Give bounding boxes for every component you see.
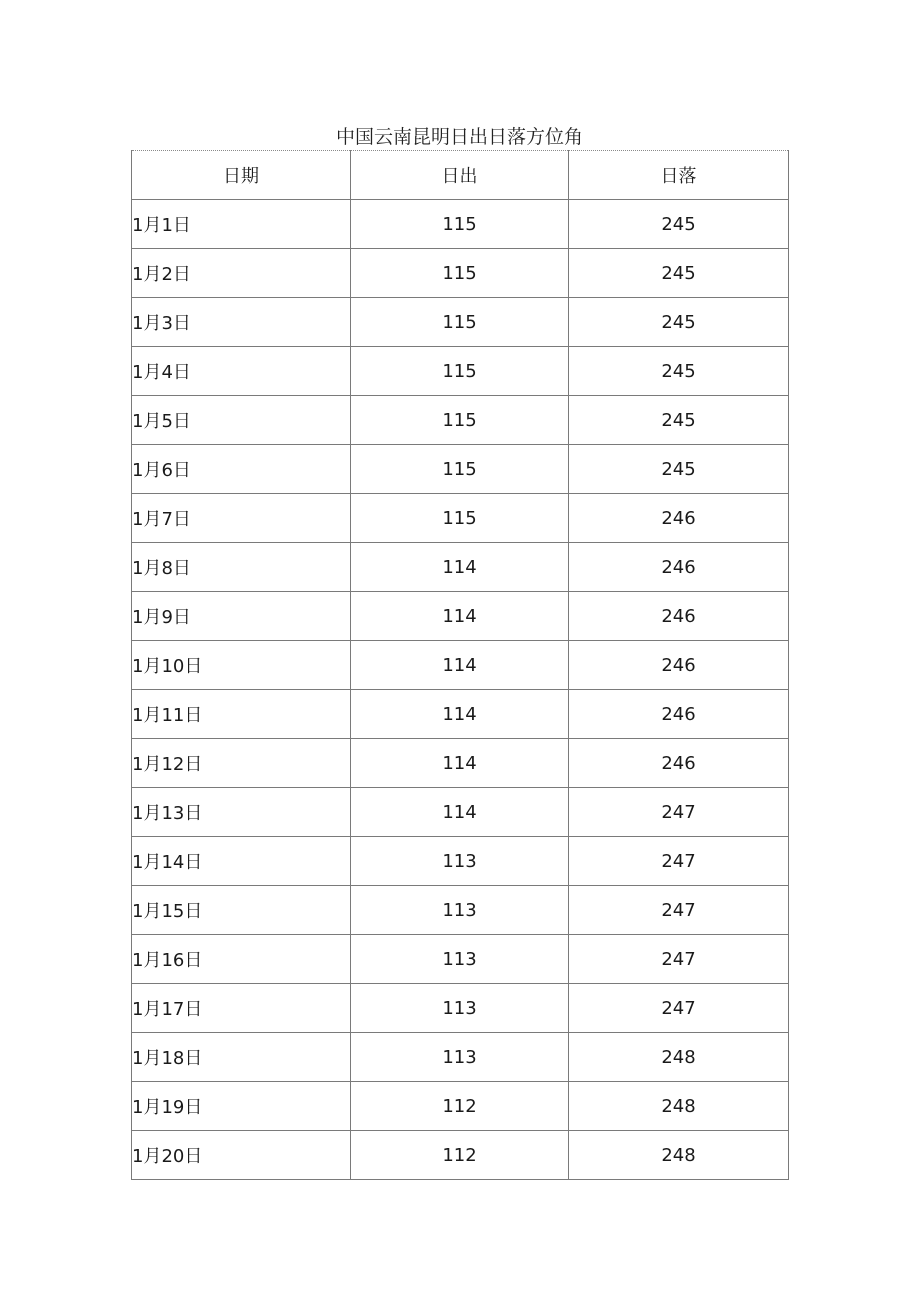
cell-sunset: 245 [569,396,789,445]
cell-sunset: 247 [569,837,789,886]
cell-sunrise: 112 [351,1131,569,1180]
table-row [132,837,789,886]
cell-sunrise: 115 [351,445,569,494]
cell-sunrise: 113 [351,886,569,935]
cell-date: 1月15日 [132,886,351,935]
table-row [132,543,789,592]
cell-sunset: 248 [569,1033,789,1082]
cell-date: 1月16日 [132,935,351,984]
page-title: 中国云南昆明日出日落方位角 [335,126,583,148]
cell-date: 1月1日 [132,200,351,249]
cell-date: 1月11日 [132,690,351,739]
cell-date: 1月18日 [132,1033,351,1082]
table-row [132,935,789,984]
cell-sunrise: 115 [351,249,569,298]
cell-date: 1月19日 [132,1082,351,1131]
cell-sunset: 246 [569,690,789,739]
cell-date: 1月10日 [132,641,351,690]
cell-sunset: 245 [569,298,789,347]
cell-sunrise: 113 [351,1033,569,1082]
cell-date: 1月2日 [132,249,351,298]
cell-date: 1月4日 [132,347,351,396]
table-body [132,200,789,1180]
cell-date: 1月8日 [132,543,351,592]
cell-sunrise: 114 [351,592,569,641]
cell-date: 1月7日 [132,494,351,543]
cell-sunrise: 113 [351,935,569,984]
header-date: 日期 [132,151,351,200]
table-row [132,1082,789,1131]
table-row [132,592,789,641]
cell-sunset: 246 [569,494,789,543]
cell-sunrise: 114 [351,641,569,690]
cell-sunrise: 115 [351,347,569,396]
table-row [132,690,789,739]
cell-sunset: 245 [569,347,789,396]
table-row [132,1131,789,1180]
cell-sunset: 247 [569,935,789,984]
cell-date: 1月9日 [132,592,351,641]
cell-sunset: 246 [569,592,789,641]
cell-sunrise: 114 [351,543,569,592]
cell-date: 1月3日 [132,298,351,347]
table-row [132,298,789,347]
header-sunrise: 日出 [351,151,569,200]
cell-sunset: 245 [569,249,789,298]
cell-date: 1月17日 [132,984,351,1033]
cell-sunrise: 113 [351,984,569,1033]
table-header [132,151,789,200]
table-row [132,347,789,396]
table-row [132,445,789,494]
cell-sunset: 246 [569,739,789,788]
cell-date: 1月12日 [132,739,351,788]
cell-sunrise: 115 [351,200,569,249]
cell-sunrise: 115 [351,396,569,445]
table-row [132,984,789,1033]
table-row [132,641,789,690]
table-row [132,494,789,543]
cell-sunset: 246 [569,543,789,592]
header-sunset: 日落 [569,151,789,200]
cell-sunset: 248 [569,1082,789,1131]
table-row [132,249,789,298]
table-row [132,739,789,788]
cell-sunset: 246 [569,641,789,690]
cell-sunrise: 114 [351,739,569,788]
cell-date: 1月13日 [132,788,351,837]
cell-sunrise: 115 [351,298,569,347]
cell-sunrise: 113 [351,837,569,886]
cell-sunset: 247 [569,788,789,837]
cell-sunset: 248 [569,1131,789,1180]
cell-sunrise: 114 [351,690,569,739]
cell-sunrise: 112 [351,1082,569,1131]
cell-sunset: 245 [569,200,789,249]
cell-sunrise: 114 [351,788,569,837]
table-row [132,788,789,837]
azimuth-table [131,150,789,1180]
cell-sunset: 245 [569,445,789,494]
cell-date: 1月14日 [132,837,351,886]
table-row [132,200,789,249]
table-row [132,1033,789,1082]
cell-sunset: 247 [569,984,789,1033]
table-row [132,886,789,935]
cell-date: 1月20日 [132,1131,351,1180]
cell-date: 1月6日 [132,445,351,494]
table-row [132,396,789,445]
cell-sunset: 247 [569,886,789,935]
cell-sunrise: 115 [351,494,569,543]
cell-date: 1月5日 [132,396,351,445]
header-row [132,151,789,200]
